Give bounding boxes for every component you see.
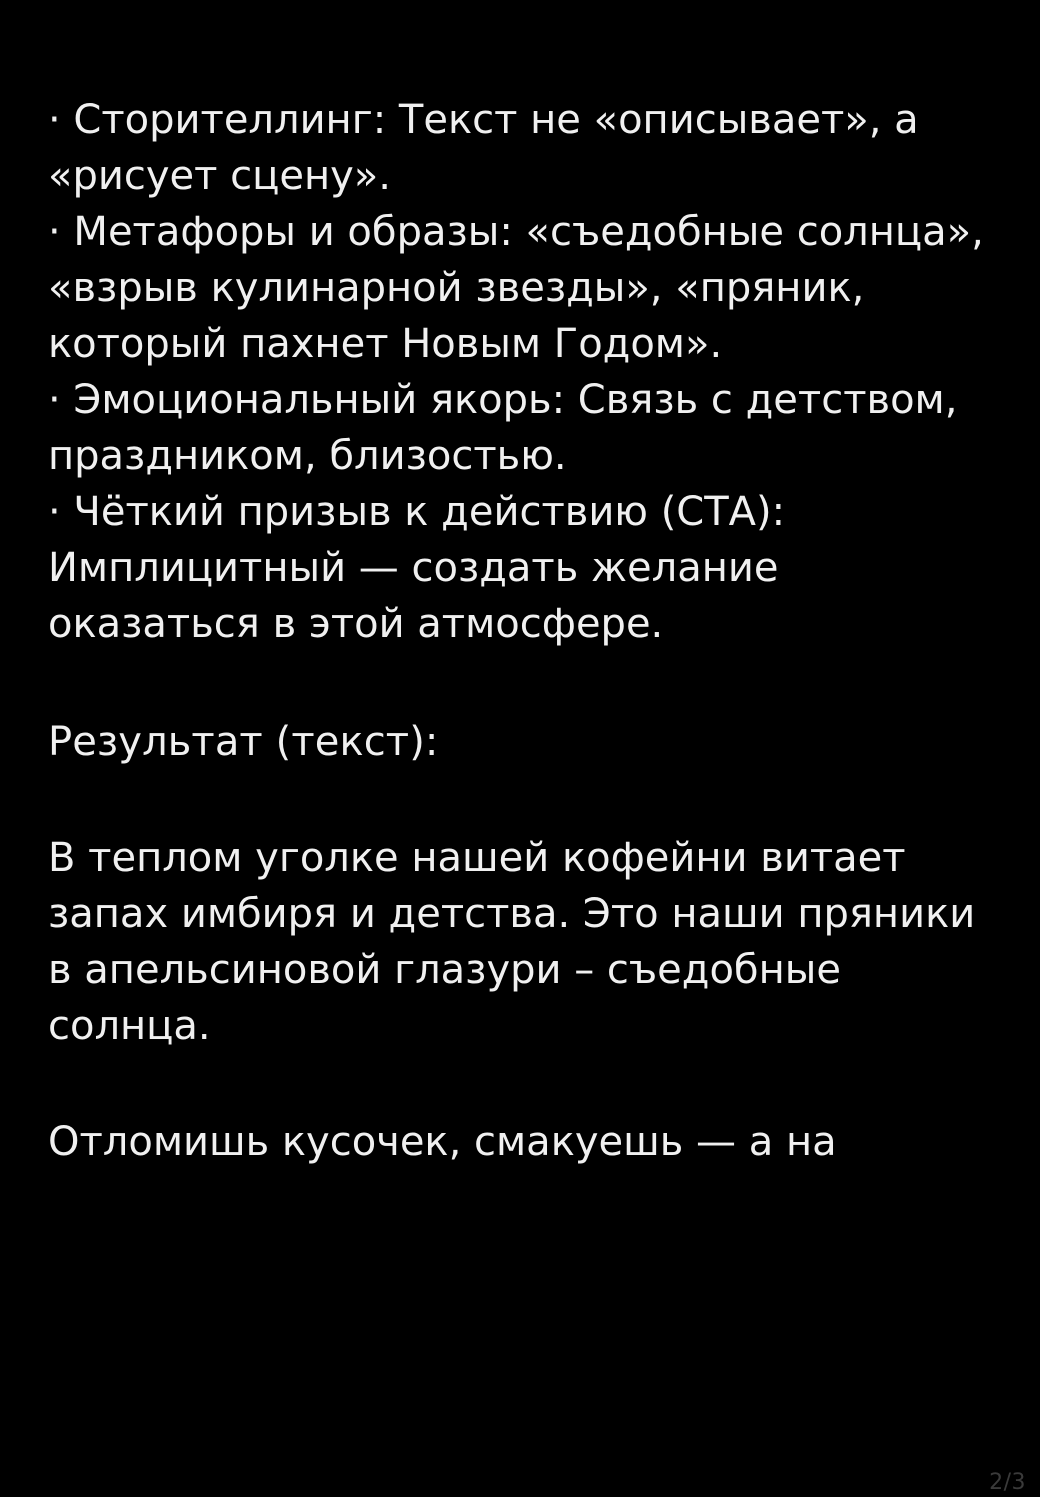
section-spacer	[48, 652, 1000, 714]
result-heading: Результат (текст):	[48, 719, 439, 765]
heading-spacer	[48, 770, 1000, 830]
bullet-list	[48, 92, 1000, 652]
list-item: · Сторителлинг: Текст не «описывает», а «рисует сцену».	[48, 97, 932, 199]
list-item: · Метафоры и образы: «съедобные солнца», «взрыв кулинарной звезды», «пряник, который пахнет Новым Годом».	[48, 209, 997, 367]
paragraph-spacer	[48, 1054, 1000, 1114]
list-item: · Эмоциональный якорь: Связь с детством, праздником, близостью.	[48, 377, 971, 479]
page-number: 2/3	[989, 1470, 1026, 1495]
list-item: · Чёткий призыв к действию (СТА): Имплицитный — создать желание оказаться в этой атмосфере.	[48, 489, 798, 647]
body-paragraph-2: Отломишь кусочек, смакуешь — а на	[48, 1119, 837, 1165]
body-paragraph-1: В теплом уголке нашей кофейни витает запах имбиря и детства. Это наши пряники в апельсиновой глазури – съедобные солнца.	[48, 835, 988, 1049]
